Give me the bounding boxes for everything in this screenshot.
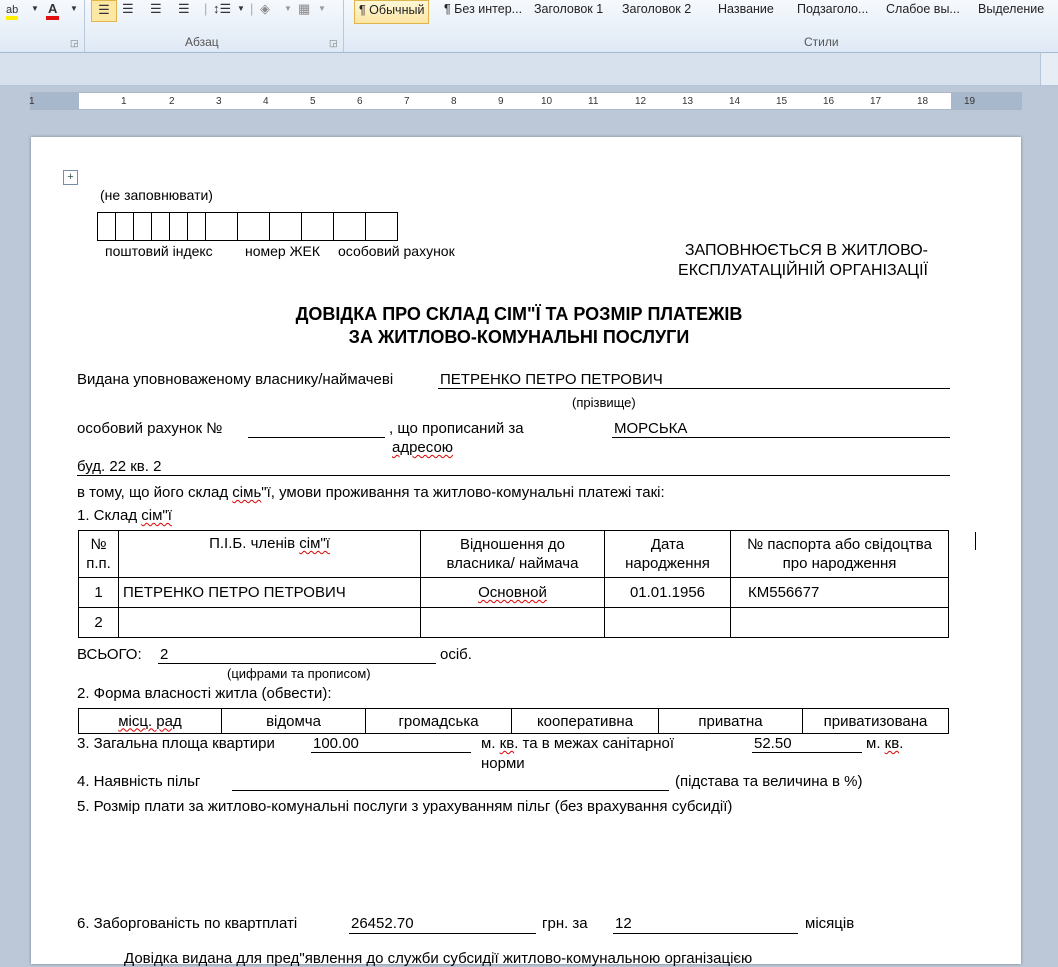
ruler-number: 2: [169, 96, 175, 107]
ruler-number: 7: [404, 96, 410, 107]
section-2-heading: 2. Форма власності житла (обвести):: [77, 685, 332, 702]
text-cursor: [975, 532, 976, 550]
align-center-button[interactable]: [122, 0, 134, 18]
document-title: [31, 303, 1007, 349]
ruler-number: 4: [263, 96, 269, 107]
ownership-option[interactable]: приватна: [659, 709, 803, 734]
relation-value: Основной: [478, 584, 547, 601]
style-subtitle[interactable]: Подзаголо...: [797, 2, 869, 16]
line-spacing-icon: ↕☰: [213, 1, 232, 16]
font-color-dropdown-icon[interactable]: ▼: [70, 4, 78, 13]
s3-mid-word: кв: [499, 735, 515, 752]
borders-icon: ▦: [298, 1, 311, 16]
font-color-button[interactable]: [46, 0, 59, 18]
row-num[interactable]: 2: [79, 608, 119, 638]
header-birth: [605, 531, 731, 578]
total-suffix: осіб.: [440, 646, 472, 663]
header-text: п.п.: [86, 555, 111, 572]
header-passport: [731, 531, 949, 578]
row-num[interactable]: 1: [79, 578, 119, 608]
ruler-right-margin: [951, 93, 1021, 109]
line-spacing-button[interactable]: [213, 0, 231, 18]
borders-dropdown-icon[interactable]: ▼: [318, 4, 326, 13]
section-5-heading: 5. Розмір плати за житлово-комунальні послуги з урахуванням пільг (без врахування субсидії): [77, 798, 733, 815]
paragraph-group-title: Абзац: [185, 35, 219, 49]
debt-value[interactable]: 26452.70: [351, 915, 414, 932]
font-dialog-launcher-icon[interactable]: ◲: [70, 38, 79, 48]
style-emphasis[interactable]: Выделение: [978, 2, 1045, 16]
row-relation[interactable]: [421, 578, 605, 608]
paint-bucket-icon: ◈: [260, 1, 270, 16]
header-text: № паспорта або свідоцтва: [747, 536, 932, 553]
registered-label: [389, 420, 524, 437]
house-underline: [77, 475, 950, 476]
ownership-option[interactable]: кооперативна: [512, 709, 659, 734]
align-center-icon: ☰: [122, 1, 134, 16]
paragraph-dialog-launcher-icon[interactable]: ◲: [329, 38, 338, 48]
ribbon: [0, 0, 1058, 53]
style-no-spacing[interactable]: ¶ Без интер...: [444, 2, 523, 16]
header-text: Відношення до: [459, 536, 566, 553]
group-separator: [84, 0, 85, 52]
total-hint: (цифрами та прописом): [227, 666, 371, 681]
street-underline: [612, 437, 950, 438]
header-text: сім"ї: [299, 535, 330, 552]
ribbon-collapsed-band: [0, 53, 1058, 86]
sanitary-area-value[interactable]: 52.50: [754, 735, 792, 752]
personal-account-label: особовий рахунок: [338, 243, 455, 259]
line-spacing-dropdown-icon[interactable]: ▼: [237, 4, 245, 13]
borders-button[interactable]: [298, 0, 310, 18]
horizontal-ruler[interactable]: [30, 92, 1022, 110]
account-label: особовий рахунок №: [77, 420, 223, 437]
street-value[interactable]: МОРСЬКА: [614, 420, 688, 437]
highlight-dropdown-icon[interactable]: ▼: [31, 4, 39, 13]
header-text: П.І.Б. членів: [209, 535, 300, 552]
ruler-number: 17: [870, 96, 882, 107]
ownership-option[interactable]: приватизована: [803, 709, 949, 734]
ruler-number: 12: [635, 96, 647, 107]
document-page[interactable]: [31, 137, 1021, 967]
ruler-number: 13: [682, 96, 694, 107]
ownership-option[interactable]: [79, 709, 222, 734]
align-left-icon: ☰: [98, 2, 110, 17]
section-3-mid: [481, 735, 674, 752]
benefits-underline[interactable]: [232, 790, 669, 791]
header-relation: [421, 531, 605, 578]
styles-gallery: [350, 0, 1058, 30]
account-underline[interactable]: [248, 437, 385, 438]
ruler-number: 11: [588, 96, 599, 107]
box-cell[interactable]: [152, 213, 170, 241]
issued-label: Видана уповноваженому власнику/наймачеві: [77, 371, 394, 388]
org-note-line: ЕКСПЛУАТАЦІЙНІЙ ОРГАНІЗАЦІЇ: [678, 262, 928, 279]
justify-icon: ☰: [178, 1, 190, 16]
align-right-button[interactable]: [150, 0, 162, 18]
ruler-number: 8: [451, 96, 457, 107]
not-fill-note: (не заповнювати): [100, 187, 213, 203]
style-title[interactable]: Название: [718, 2, 774, 16]
box-cell[interactable]: [188, 213, 206, 241]
box-cell[interactable]: [366, 213, 398, 241]
ruler-number: 5: [310, 96, 316, 107]
ruler-number: 14: [729, 96, 741, 107]
box-cell[interactable]: [302, 213, 334, 241]
ruler-number: 3: [216, 96, 222, 107]
table-row: [79, 578, 949, 608]
org-note-line: ЗАПОВНЮЄТЬСЯ В ЖИТЛОВО-: [684, 242, 928, 259]
separator-icon: |: [204, 1, 208, 16]
months-value[interactable]: 12: [615, 915, 632, 932]
box-cell[interactable]: [134, 213, 152, 241]
s3-end-word: кв: [884, 735, 900, 752]
style-heading-2[interactable]: Заголовок 2: [622, 2, 692, 16]
box-cell[interactable]: [98, 213, 116, 241]
shading-button[interactable]: [260, 0, 270, 18]
section-3-norm: норми: [481, 755, 525, 772]
total-underline: [158, 663, 436, 664]
box-cell[interactable]: [206, 213, 238, 241]
ruler-number: 16: [823, 96, 835, 107]
s3-end-post: .: [899, 735, 904, 752]
section-3-end: [866, 735, 903, 752]
header-num: [79, 531, 119, 578]
section-1-heading: [77, 507, 172, 524]
section-4-label: 4. Наявність пільг: [77, 773, 201, 790]
ruler-left-margin: [31, 93, 79, 109]
header-text: про народження: [782, 555, 897, 572]
s3-mid-post: . та в межах санітарної: [514, 735, 675, 752]
row-relation[interactable]: [421, 608, 605, 638]
index-boxes: [97, 212, 398, 241]
section-6-currency: грн. за: [542, 915, 588, 932]
footer-text: Довідка видана для пред"явлення до служби субсидії житлово-комунальною організацією: [124, 950, 753, 967]
owner-name-value[interactable]: ПЕТРЕНКО ПЕТРО ПЕТРОВИЧ: [440, 371, 663, 388]
ownership-row: [79, 709, 949, 734]
ruler-number: 15: [776, 96, 788, 107]
ownership-text: місц. рад: [118, 712, 182, 730]
box-cell[interactable]: [116, 213, 134, 241]
header-name: [119, 531, 421, 578]
header-text: Дата: [650, 536, 685, 553]
org-note: [631, 241, 928, 281]
section-3-label: 3. Загальна площа квартири: [77, 735, 275, 752]
ownership-option[interactable]: громадська: [366, 709, 512, 734]
ruler-number: 1: [121, 96, 127, 107]
box-cell[interactable]: [238, 213, 270, 241]
ruler-number: 6: [357, 96, 363, 107]
highlight-icon: ab: [6, 4, 18, 20]
s3-end-pre: м.: [866, 735, 885, 752]
s1-pre: 1. Склад: [77, 507, 142, 524]
postal-index-label: поштовий індекс: [105, 243, 213, 259]
row-passport[interactable]: КМ556677: [731, 578, 949, 608]
row-name[interactable]: [119, 608, 421, 638]
header-text: власника/ наймача: [446, 555, 579, 572]
row-name[interactable]: ПЕТРЕНКО ПЕТРО ПЕТРОВИЧ: [119, 578, 421, 608]
registered-text: , що прописаний за: [389, 420, 524, 437]
separator-icon: |: [250, 1, 254, 16]
row-birth[interactable]: 01.01.1956: [605, 578, 731, 608]
debt-underline: [349, 933, 536, 934]
table-header-row: [79, 531, 949, 578]
title-line: ДОВІДКА ПРО СКЛАД СІМ"Ї ТА РОЗМІР ПЛАТЕЖІВ: [295, 304, 743, 324]
house-line[interactable]: буд. 22 кв. 2: [77, 458, 162, 475]
ruler-number: 19: [964, 96, 976, 107]
highlight-color-button[interactable]: [6, 0, 18, 18]
ruler-number: 18: [917, 96, 929, 107]
area-underline: [311, 752, 471, 753]
style-subtle-emphasis[interactable]: Слабое вы...: [886, 2, 960, 16]
intro-word: сімь: [232, 484, 262, 501]
align-left-button[interactable]: [91, 0, 117, 22]
zhek-number-label: номер ЖЕК: [245, 243, 321, 259]
box-cell[interactable]: [334, 213, 366, 241]
header-text: №: [90, 536, 107, 553]
styles-group-title: Стили: [804, 35, 839, 49]
group-separator: [343, 0, 344, 52]
owner-underline: [438, 388, 950, 389]
style-heading-1[interactable]: Заголовок 1: [534, 2, 604, 16]
style-normal[interactable]: ¶ Обычный: [354, 0, 429, 24]
row-passport[interactable]: [731, 608, 949, 638]
months-underline: [613, 933, 798, 934]
family-table: [78, 530, 949, 638]
sanitary-underline: [752, 752, 862, 753]
s1-word: сім"ї: [141, 507, 172, 524]
section-6-label: 6. Заборгованість по квартплаті: [77, 915, 298, 932]
intro-post: "ї, умови проживання та житлово-комунальні платежі такі:: [261, 484, 665, 501]
intro-text: [77, 484, 665, 501]
s3-mid-pre: м.: [481, 735, 500, 752]
ruler-number: 9: [498, 96, 504, 107]
total-value[interactable]: 2: [160, 646, 169, 663]
justify-button[interactable]: [178, 0, 190, 18]
row-birth[interactable]: [605, 608, 731, 638]
surname-hint: (прізвище): [572, 395, 636, 410]
ruler-number: 10: [541, 96, 553, 107]
intro-pre: в тому, що його склад: [77, 484, 233, 501]
ownership-table: [78, 708, 949, 734]
table-move-handle-icon[interactable]: +: [63, 170, 78, 185]
title-line: ЗА ЖИТЛОВО-КОМУНАЛЬНІ ПОСЛУГИ: [348, 327, 690, 347]
ruler-number: 1: [29, 96, 35, 107]
align-right-icon: ☰: [150, 1, 162, 16]
box-cell[interactable]: [270, 213, 302, 241]
section-6-months: місяців: [805, 915, 855, 932]
box-cell[interactable]: [170, 213, 188, 241]
ownership-option[interactable]: відомча: [222, 709, 366, 734]
address-word: адресою: [392, 439, 454, 456]
shading-dropdown-icon[interactable]: ▼: [284, 4, 292, 13]
total-label: ВСЬОГО:: [77, 646, 142, 663]
header-text: народження: [625, 555, 710, 572]
scrollbar-top[interactable]: [1040, 53, 1058, 85]
area-value[interactable]: 100.00: [313, 735, 359, 752]
section-4-hint: (підстава та величина в %): [675, 773, 863, 790]
table-row: [79, 608, 949, 638]
font-color-icon: A: [46, 1, 59, 20]
